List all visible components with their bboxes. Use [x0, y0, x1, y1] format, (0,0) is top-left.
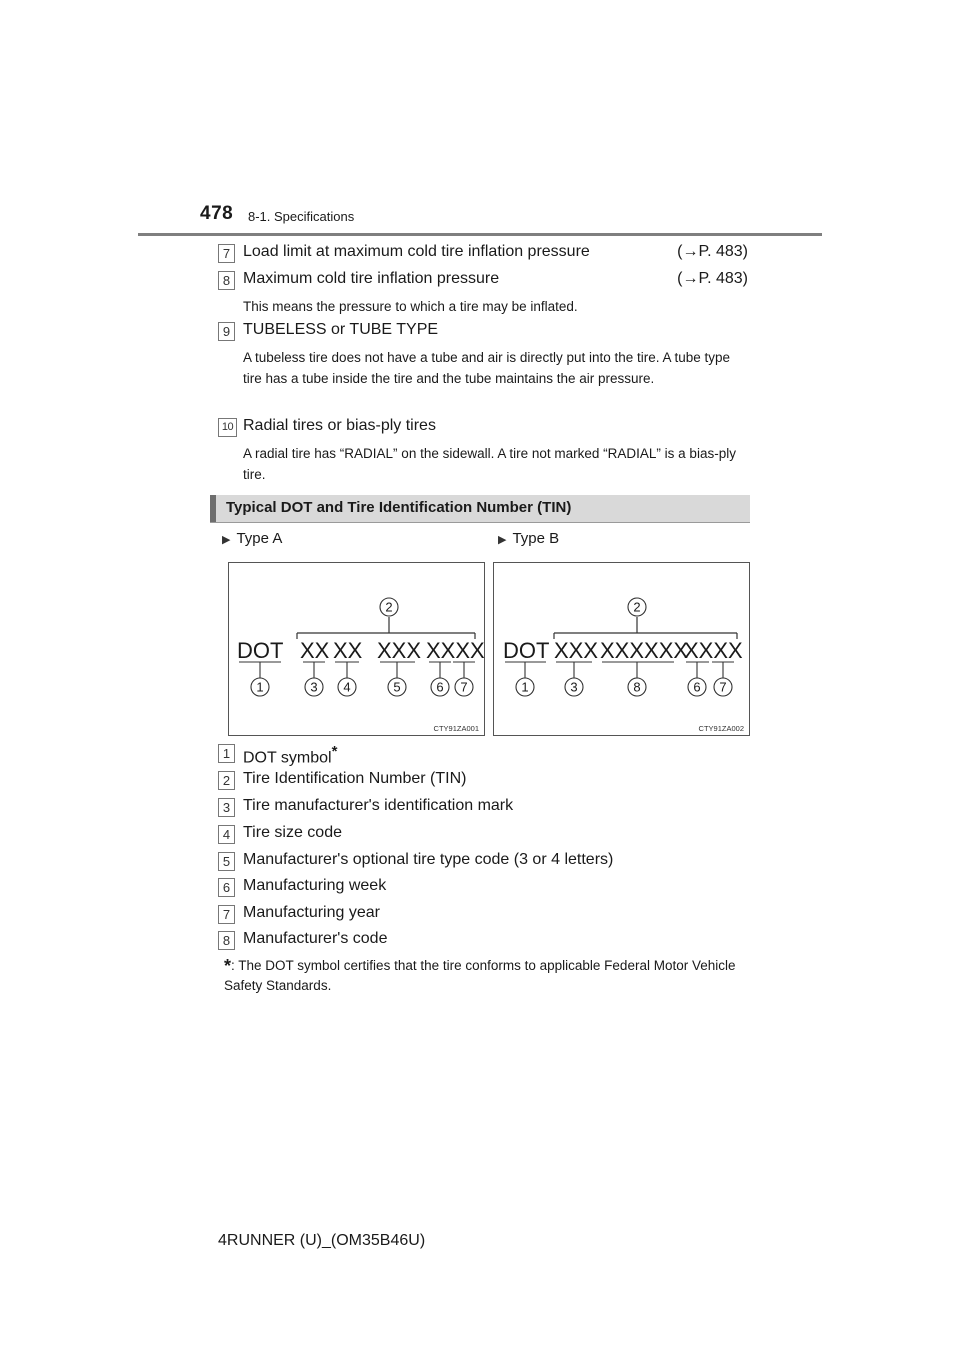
triangle-right-icon: ▶	[222, 534, 231, 546]
type-a-text: Type A	[236, 530, 283, 547]
item-number-badge: 8	[218, 931, 235, 950]
segment-text: DOT	[503, 638, 550, 663]
callout-number: 3	[310, 679, 318, 695]
segment-text: XXX	[554, 638, 599, 663]
type-a-label	[222, 530, 282, 547]
item-text: TUBELESS or TUBE TYPE	[243, 321, 439, 338]
footnote-text: : The DOT symbol certifies that the tire conforms to applicable Federal Motor Vehicle Safety Standards.	[224, 958, 736, 993]
figure-code: CTY91ZA001	[433, 724, 479, 733]
heading-text: Typical DOT and Tire Identification Number (TIN)	[226, 499, 572, 516]
page-reference: (→P. 483)	[677, 243, 748, 260]
item-number-badge: 8	[218, 271, 235, 290]
list-item-max-pressure	[218, 270, 748, 292]
legend-item-manufacturer-code	[218, 930, 748, 952]
footnote	[224, 956, 748, 995]
item-text: Tire manufacturer's identification mark	[243, 797, 514, 814]
page-number: 478	[200, 203, 234, 224]
legend-text: DOT symbol	[243, 749, 332, 767]
callout-number: 7	[460, 679, 468, 695]
callout-number: 5	[393, 679, 401, 695]
callout-number: 4	[343, 679, 351, 695]
item-number-badge: 1	[218, 744, 235, 763]
header-divider	[138, 233, 822, 236]
heading-accent	[210, 495, 216, 522]
callout-top: 2	[633, 599, 641, 615]
callout-number: 7	[719, 679, 727, 695]
item-text: Manufacturing week	[243, 877, 387, 894]
segment-text: XXXX	[684, 638, 743, 663]
item-number-badge: 10	[218, 418, 237, 437]
description-text: A tubeless tire does not have a tube and air is directly put into the tire. A tube type tire has a tube inside the tire and the tube maintains the air pressure.	[243, 350, 731, 386]
item-text: Load limit at maximum cold tire inflation pressure	[243, 243, 590, 260]
item-text: Manufacturer's optional tire type code (3 or 4 letters)	[243, 851, 614, 868]
type-b-text: Type B	[512, 530, 560, 547]
item-number-badge: 7	[218, 244, 235, 263]
item-text: Manufacturer's code	[243, 930, 388, 947]
item-text: Tire Identification Number (TIN)	[243, 770, 467, 787]
callout-top: 2	[385, 599, 393, 615]
item-number-badge: 9	[218, 322, 235, 341]
item-text: Radial tires or bias-ply tires	[243, 417, 436, 434]
item-text: Maximum cold tire inflation pressure	[243, 270, 500, 287]
segment-text: XXXXXX	[600, 638, 689, 663]
diagram-type-b	[493, 562, 750, 736]
item-number-badge: 4	[218, 825, 235, 844]
callout-number: 8	[633, 679, 641, 695]
list-item-load-limit	[218, 243, 748, 265]
page-reference: (→P. 483)	[677, 270, 748, 287]
item-number-badge: 6	[218, 878, 235, 897]
item-text: Manufacturing year	[243, 904, 380, 921]
legend-item-type-code	[218, 851, 748, 873]
description-text: A radial tire has “RADIAL” on the sidewall. A tire not marked “RADIAL” is a bias-ply tire.	[243, 446, 736, 482]
item-text: Tire size code	[243, 824, 342, 841]
section-title: 8-1. Specifications	[248, 209, 355, 224]
segment-text: XXX	[377, 638, 422, 663]
segment-text: XXXX	[426, 638, 485, 663]
legend-item-year	[218, 904, 748, 926]
type-b-label	[498, 530, 559, 547]
list-item-tubeless	[218, 321, 748, 343]
footnote-star: *	[224, 956, 232, 976]
item-number-badge: 3	[218, 798, 235, 817]
legend-item-dot-symbol	[218, 743, 748, 765]
segment-text: XX	[333, 638, 363, 663]
segment-text: XX	[300, 638, 330, 663]
item-number-badge: 5	[218, 852, 235, 871]
legend-item-size-code	[218, 824, 748, 846]
legend-item-manufacturer-mark	[218, 797, 748, 819]
footnote-mark: *	[331, 743, 338, 760]
diagram-type-b-svg	[494, 563, 751, 737]
description-text: This means the pressure to which a tire may be inflated.	[243, 299, 578, 314]
item-text	[243, 743, 337, 767]
diagram-type-a-svg	[229, 563, 486, 737]
callout-number: 3	[570, 679, 578, 695]
callout-number: 1	[521, 679, 529, 695]
callout-number: 6	[693, 679, 701, 695]
legend-item-tin	[218, 770, 748, 792]
figure-code: CTY91ZA002	[698, 724, 744, 733]
item-number-badge: 2	[218, 771, 235, 790]
triangle-right-icon: ▶	[498, 534, 507, 546]
section-heading	[210, 495, 750, 523]
callout-number: 6	[436, 679, 444, 695]
legend-item-week	[218, 877, 748, 899]
diagram-type-a	[228, 562, 485, 736]
callout-number: 1	[256, 679, 264, 695]
segment-text: DOT	[237, 638, 284, 663]
manual-footer: 4RUNNER (U)_(OM35B46U)	[218, 1232, 426, 1249]
item-number-badge: 7	[218, 905, 235, 924]
list-item-radial	[218, 417, 748, 439]
